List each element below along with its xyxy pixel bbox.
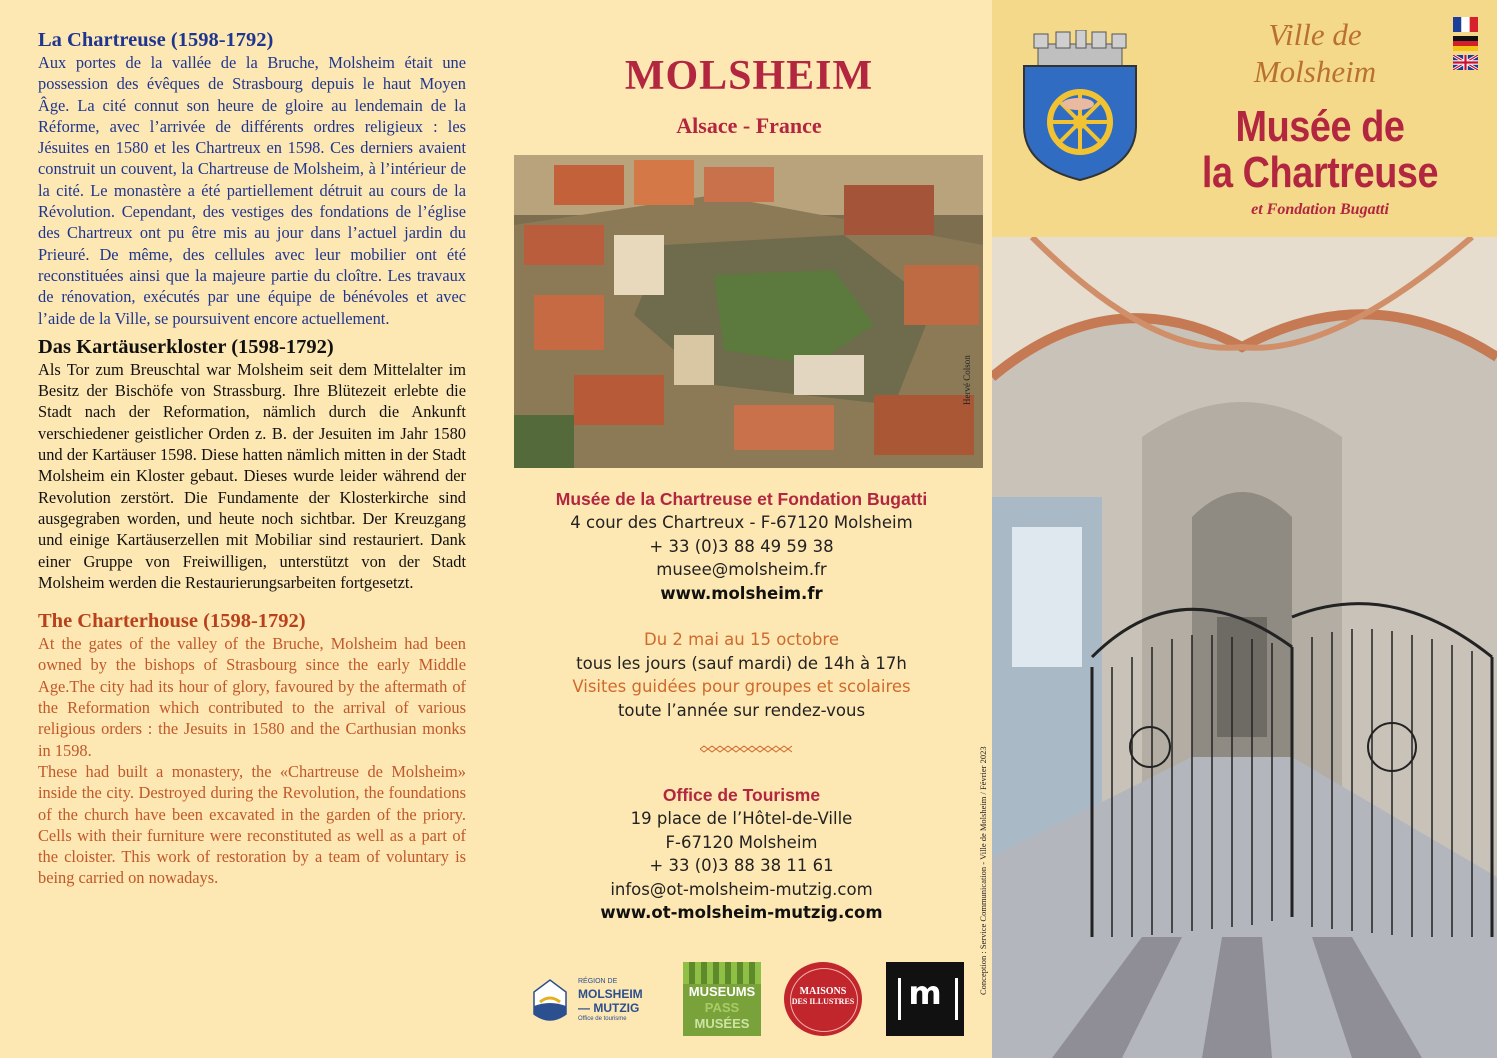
section-german <box>38 335 466 593</box>
photo-credit: Hervé Colson <box>962 355 972 405</box>
museum-email[interactable]: musee@molsheim.fr <box>656 560 827 579</box>
region-subtitle: Alsace - France <box>676 113 822 138</box>
ville-de-molsheim: Ville de Molsheim <box>1253 17 1377 89</box>
tourism-name: Office de Tourisme <box>662 785 821 805</box>
aerial-photo <box>514 155 983 468</box>
appointment-note: toute l’année sur rendez-vous <box>617 700 866 720</box>
section-french <box>38 28 466 329</box>
pass-line-1: MUSEUMS <box>688 984 756 999</box>
opening-days: tous les jours (sauf mardi) de 14h à 17h <box>576 653 907 673</box>
ot-name-2: — MUTZIG <box>578 1001 640 1015</box>
museum-title <box>1182 104 1457 196</box>
title-text: The Charterhouse <box>38 610 199 633</box>
tourism-address-2: F-67120 Molsheim <box>665 832 818 852</box>
tourism-phone: + 33 (0)3 88 38 11 61 <box>649 856 834 875</box>
m-label-logo <box>886 962 964 1036</box>
pass-line-3: MUSÉES <box>694 1016 750 1031</box>
m-letter: m <box>908 974 942 1012</box>
cloister-photo <box>992 237 1497 1058</box>
text-column <box>38 28 466 889</box>
section-title-en <box>38 609 466 633</box>
conception-credit: Conception : Service Communication - Ville de Molsheim / Février 2023 <box>978 746 988 995</box>
paragraph-en-1: At the gates of the valley of the Bruche, Molsheim had been owned by the bishops of Strasbourg since the early Middle Age.The city had its hour of glory, favoured by the aftermath of the Reformation which contributed to the arrival of various religious orders : the Jesuits in 1580 and the Carthusian monks in 1598. <box>38 634 466 760</box>
ot-sub: Office de tourisme <box>578 1016 627 1022</box>
museum-title-line-1: Musée de <box>1235 102 1405 151</box>
guided-tours: Visites guidées pour groupes et scolaires <box>572 677 911 696</box>
paragraph-de: Als Tor zum Breuschtal war Molsheim seit dem Mittelalter im Besitz der Bischöfe von Strassburg. Ihre Blütezeit erlebte die Stadt nach der Reformation, nämlich durch die Ankunft verschiedener geistlicher Orden z. B. der Jesuiten im Jahr 1580 und der Kartäuser 1598. Diese hatten nämlich mitten in der Stadt Molsheim ein Kloster gebaut. Dieses wurde leider während der Revolution zerstört. Die Fundamente der Klosterkirche sind ausgegraben worden, und heute noch sichtbar. Der Kreuzgang und einige Kartäuserzellen mit Mobiliar sind restauriert. Dank einer Gruppe von Freiwilligen, unterstützt von der Stadt Molsheim werden die Restaurierungsarbeiten fortgesetzt. <box>38 359 466 592</box>
french-flag-icon[interactable] <box>1453 17 1478 32</box>
tourism-office-emblem-icon <box>530 976 570 1026</box>
years-text: (1598-1792) <box>170 29 274 51</box>
city-title: MOLSHEIM <box>624 53 874 99</box>
title-text: La Chartreuse <box>38 29 166 51</box>
section-title-fr <box>38 28 466 52</box>
coat-of-arms-icon <box>1016 30 1144 182</box>
tourism-address-1: 19 place de l’Hôtel-de-Ville <box>630 809 853 828</box>
tourism-contact <box>514 783 969 925</box>
tourism-website[interactable]: www.ot-molsheim-mutzig.com <box>600 903 883 922</box>
uk-flag-icon[interactable] <box>1453 55 1478 70</box>
pass-line-2: PASS <box>704 1000 740 1015</box>
paragraph-en-2: These had built a monastery, the «Chartreuse de Molsheim» inside the city. Destroyed during the Revolution, the foundations of the church have been excavated in the garden of the priory. Cells with their furniture were reconstituted as well as a part of the cloister. This work of restoration by a team of voluntary is being carried on nowadays. <box>38 761 466 888</box>
years-text: (1598-1792) <box>203 610 306 633</box>
museums-pass-logo <box>683 962 761 1036</box>
section-english <box>38 609 466 889</box>
maisons-line-1: MAISONS <box>799 986 847 997</box>
opening-hours <box>514 628 969 722</box>
partner-logos <box>530 962 970 1036</box>
ot-region: RÉGION DE <box>578 978 618 985</box>
maisons-illustres-logo <box>784 962 862 1036</box>
german-flag-icon[interactable] <box>1453 36 1478 51</box>
museum-contact <box>514 487 969 605</box>
museum-phone: + 33 (0)3 88 49 59 38 <box>649 536 834 556</box>
tourism-email[interactable]: infos@ot-molsheim-mutzig.com <box>610 879 873 899</box>
ot-name-1: MOLSHEIM <box>578 987 643 1001</box>
tourism-office-logo <box>530 974 670 1030</box>
season-dates: Du 2 mai au 15 octobre <box>644 630 839 649</box>
years-text: (1598-1792) <box>231 335 334 358</box>
ornament-divider <box>700 745 792 753</box>
museum-name: Musée de la Chartreuse et Fondation Bugatti <box>555 489 928 509</box>
museum-website[interactable]: www.molsheim.fr <box>660 583 823 603</box>
maisons-line-2: DES ILLUSTRES <box>791 997 855 1006</box>
title-text: Das Kartäuserkloster <box>38 335 227 358</box>
museum-title-line-2: la Chartreuse <box>1201 148 1439 197</box>
museum-address: 4 cour des Chartreux - F-67120 Molsheim <box>570 513 913 532</box>
museum-subtitle: et Fondation Bugatti <box>1251 201 1389 218</box>
section-title-de <box>38 335 466 359</box>
paragraph-fr: Aux portes de la vallée de la Bruche, Molsheim était une possession des évêques de Strasbourg depuis le haut Moyen Âge. La cité connut son heure de gloire au lendemain de la Réforme, avec l’arrivée de différents ordres religieux : les Jésuites en 1580 et les Chartreux en 1598. Ces derniers avaient construit un couvent, la Chartreuse de Molsheim, à l’intérieur de la cité. Le monastère a été partiellement détruit au cours de la Révolution. Cependant, des vestiges des fondations de l’église des Chartreux ont pu être mis au jour dans l’actuel jardin du Prieuré. De même, des cellules avec leur mobilier ont été reconstituées ainsi que la majeure partie du cloître. Les travaux de rénovation, exécutés par une équipe de bénévoles et avec l’aide de la Ville, se poursuivent encore actuellement. <box>38 53 466 328</box>
